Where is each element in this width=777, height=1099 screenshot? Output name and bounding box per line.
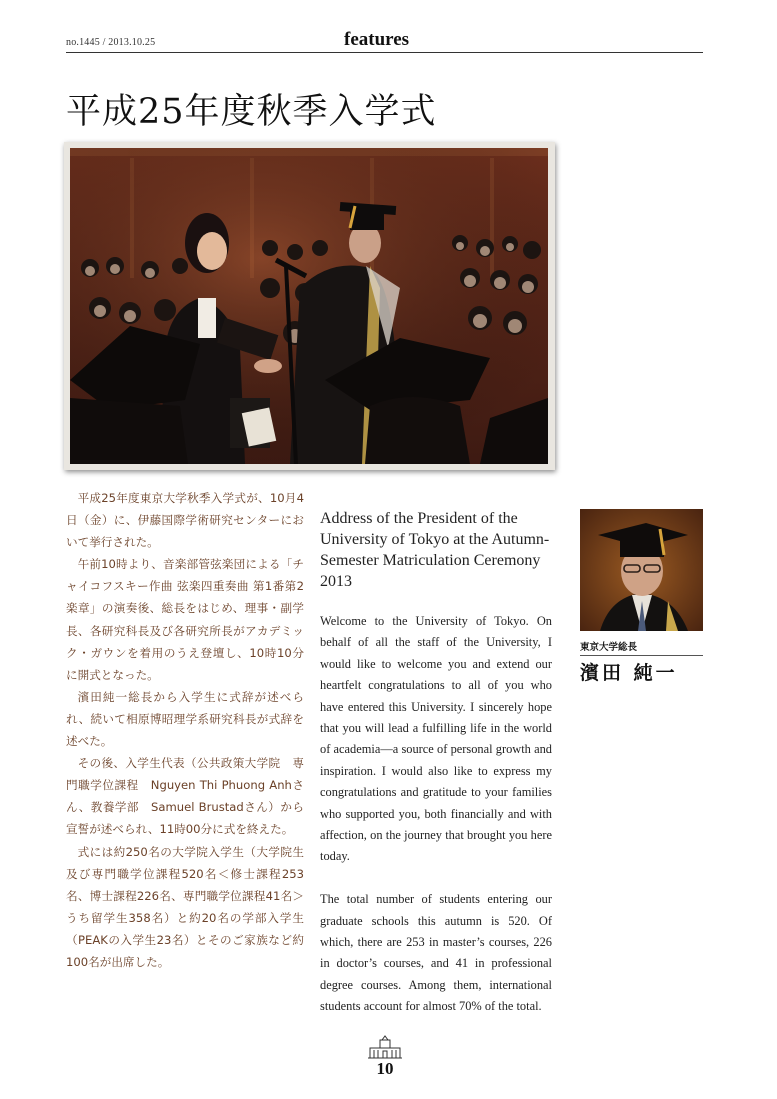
section-title: features: [344, 29, 410, 50]
issue-meta: no.1445 / 2013.10.25: [66, 37, 156, 48]
portrait-divider: [580, 655, 703, 656]
jp-paragraph: 濱田純一総長から入学生に式辞が述べられ、続いて相原博昭理学系研究科長が式辞を述べた。: [66, 689, 304, 749]
en-paragraph: The total number of students entering our graduate schools this autumn is 520. Of which, there are 253 in master’s courses, 226 in doctor’s courses, and 41 in professional degree courses. Among them, international students account for almost 70% of the total.: [320, 892, 552, 1014]
jp-paragraph: 午前10時より、音楽部管弦楽団による「チャイコフスキー作曲 弦楽四重奏曲 第1番第2楽章」の演奏後、総長をはじめ、理事・副学長、各研究科長及び各研究所長がアカデミック・ガウンを着用のうえ登壇し、10時10分に開式となった。: [66, 557, 304, 682]
ceremony-photo: [70, 148, 548, 464]
en-paragraph: Welcome to the University of Tokyo. On behalf of all the staff of the University, I would like to welcome you and extend our heartfelt congratulations to all of you who have entered this University. I sincerely hope that you will lead a fulfilling life in the world of academia—a source of personal growth and inspiration. I would also like to express my congratulations and gratitude to your families who supported you, both financially and with affection, on the journey that brought you here today.: [320, 614, 552, 864]
portrait-caption: 東京大学総長: [580, 642, 638, 653]
yasuda-auditorium-icon: [366, 1034, 404, 1060]
english-article-heading: Address of the President of the University of Tokyo at the Autumn-Semester Matriculation Ceremony 2013: [320, 510, 550, 590]
jp-paragraph: 式には約250名の大学院入学生（大学院生及び専門職学位課程520名＜修士課程253名、博士課程226名、専門職学位課程41名＞うち留学生358名）と約20名の学部入学生（PEAKの入学生23名）とそのご家族など約100名が出席した。: [66, 844, 304, 969]
president-name: 濱田 純一: [580, 662, 678, 684]
header-divider: [66, 52, 703, 53]
page-title: 平成25年度秋季入学式: [66, 92, 437, 132]
jp-paragraph: 平成25年度東京大学秋季入学式が、10月4日（金）に、伊藤国際学術研究センターにおいて挙行された。: [66, 491, 304, 550]
english-article-body: [320, 611, 552, 1039]
page-number: 10: [376, 1059, 394, 1078]
japanese-article: [66, 487, 304, 973]
president-portrait: [580, 509, 703, 631]
jp-paragraph: その後、入学生代表（公共政策大学院 専門職学位課程 Nguyen Thi Phuong Anhさん、教養学部 Samuel Brustadさん）から宣誓が述べられ、11時00分に式を終えた。: [66, 756, 304, 837]
